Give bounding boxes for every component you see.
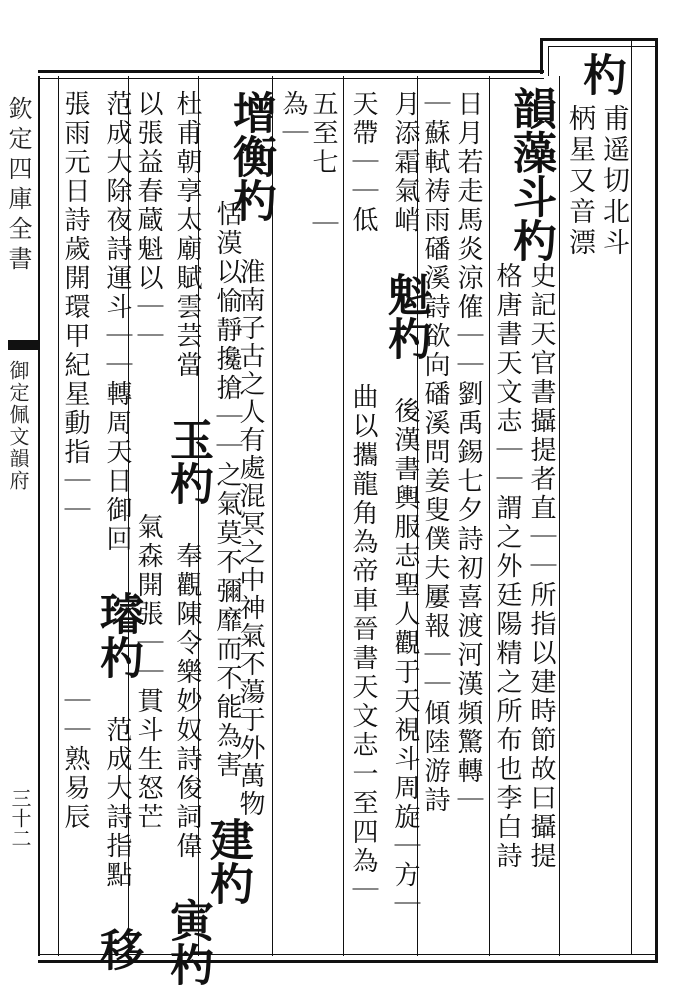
body-text: 後漢書輿服志聖人觀于天視斗周旋｜方｜ — [390, 397, 420, 919]
body-text: 曲以攜龍角為帝車晉書天文志一至四為｜ — [348, 383, 378, 905]
body-text: 以張益春蔵魁以｜｜ — [133, 90, 163, 351]
body-column — [380, 90, 431, 919]
col-divider — [343, 76, 344, 956]
margin-section-title: 御定佩文韻府 — [6, 360, 30, 492]
body-column — [455, 90, 481, 815]
folio-number: 三十二 — [8, 788, 32, 848]
margin-book-title: 欽定四庫全書 — [4, 96, 32, 276]
body-text: 范成大除夜詩運斗｜｜轉周天日御回 — [102, 90, 132, 554]
headbox-top-inner — [548, 46, 658, 47]
col-divider — [58, 76, 59, 956]
body-text: ｜｜熟易辰 — [60, 687, 90, 832]
entry-heading: 玉杓 — [162, 417, 213, 505]
entry-text: 格唐書天文志｜｜謂之外廷陽精之所布也李白詩 — [492, 262, 522, 871]
body-text: 月添霜氣峭 — [390, 90, 420, 235]
headbox-left-inner — [548, 46, 549, 76]
col-divider — [631, 40, 632, 955]
right-border — [655, 38, 658, 963]
headbox-top — [540, 38, 658, 41]
headword-reading-2: 柄星又音漂 — [564, 104, 595, 259]
body-text: 淮南子古之人有處混冥之中神氣不蕩于外萬物 — [235, 258, 265, 818]
body-text: 恬漠以愉靜攙搶｜｜之氣莫不彌靡而不能為害 — [212, 200, 242, 780]
body-text: 杜甫朝享太廟賦雲芸當 — [172, 90, 202, 380]
body-text: ｜ — [308, 210, 338, 239]
entry-heading: 寅杓 — [162, 898, 213, 986]
entry-heading: 增衡杓 — [225, 90, 276, 222]
body-text: 為｜ — [278, 90, 308, 148]
body-column — [162, 90, 213, 990]
top-border — [38, 70, 544, 73]
body-text: 氣森開張｜｜貫斗生怒芒 — [133, 513, 163, 832]
headword-char: 杓 — [575, 52, 626, 96]
body-text: 天帶｜｜低 — [348, 90, 378, 235]
col-divider — [559, 76, 560, 956]
margin-divider — [38, 76, 40, 956]
body-text: 奉觀陳令樂妙奴詩俊詞偉 — [172, 542, 202, 861]
top-border-inner — [38, 78, 544, 79]
body-column — [310, 90, 336, 239]
body-column — [280, 90, 306, 148]
body-column — [62, 90, 88, 832]
body-text: ｜蘇軾祷雨磻溪詩欲向磻溪問姜叟僕夫屢報｜｜傾陸游詩 — [420, 90, 450, 815]
entry-heading: 魁杓 — [380, 272, 431, 360]
body-column — [92, 90, 143, 975]
margin-fish-tail — [8, 340, 38, 350]
headbox-left — [540, 38, 543, 74]
entry-text: 史記天官書攝提者直｜｜所指以建時節故曰攝提 — [526, 262, 556, 871]
headword-reading-1: 甫遥切北斗 — [598, 104, 629, 259]
body-column — [350, 90, 376, 905]
col-divider — [489, 76, 490, 956]
entry-heading: 移 — [92, 927, 143, 971]
entry-heading: 韻藻斗杓 — [505, 86, 556, 262]
entry-heading: 璿杓 — [92, 591, 143, 679]
body-text: 五至七 — [308, 90, 338, 177]
entry-heading: 建杓 — [202, 817, 253, 905]
body-text: 日月若走馬炎涼傕｜｜劉禹錫七夕詩初喜渡河漢頻驚轉｜ — [453, 90, 483, 815]
body-text: 張雨元日詩歲開環甲紀星動指｜｜ — [60, 90, 90, 525]
body-text: 范成大詩指點 — [102, 716, 132, 890]
